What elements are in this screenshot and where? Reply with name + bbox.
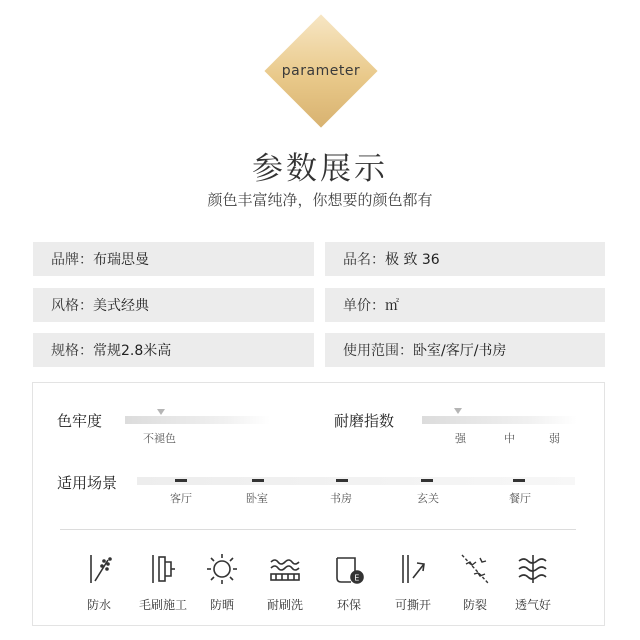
parameter-badge: [266, 16, 376, 126]
property-label: 耐刷洗: [266, 598, 303, 612]
param-value: 常规2.8米高: [93, 343, 172, 359]
sun-icon: [205, 552, 239, 586]
scenes-bar: [137, 477, 575, 485]
param-value: ㎡: [385, 298, 399, 314]
waterproof-icon: [82, 552, 116, 586]
colorfastness-label: 色牢度: [57, 412, 103, 430]
colorfastness-marker: [157, 409, 165, 415]
param-value: 布瑞思曼: [93, 252, 149, 268]
wear-label: 耐磨指数: [334, 412, 395, 430]
colorfastness-bar: [125, 416, 270, 424]
param-value: 美式经典: [93, 298, 149, 314]
property-label: 透气好: [514, 598, 551, 612]
wear-level-medium: 中: [504, 432, 515, 445]
scrub-icon: [268, 552, 302, 586]
scene-study: 书房: [330, 492, 352, 505]
param-label: 单价：: [343, 298, 385, 314]
property-label: 可撕开: [394, 598, 431, 612]
scene-tick: [513, 479, 525, 482]
page-subtitle: 颜色丰富纯净，你想要的颜色都有: [207, 191, 433, 209]
feature-divider: [60, 529, 576, 530]
param-label: 使用范围：: [343, 343, 413, 359]
param-label: 风格：: [51, 298, 93, 314]
param-unit-price: [325, 288, 605, 322]
param-label: 规格：: [51, 343, 93, 359]
scene-entrance: 玄关: [417, 492, 439, 505]
page-title: 参数展示: [252, 151, 388, 187]
scene-bedroom: 卧室: [246, 492, 268, 505]
badge-text: parameter: [281, 63, 361, 79]
colorfastness-note: 不褪色: [143, 432, 176, 445]
scene-living-room: 客厅: [170, 492, 192, 505]
svg-text:E: E: [354, 573, 360, 583]
param-spec: [33, 333, 314, 367]
param-style: [33, 288, 314, 322]
param-usage-scope: [325, 333, 605, 367]
wear-level-weak: 弱: [549, 432, 560, 445]
brush-icon: [146, 552, 180, 586]
scene-tick: [175, 479, 187, 482]
property-label: 环保: [336, 598, 361, 612]
property-label: 防水: [86, 598, 111, 612]
scene-tick: [336, 479, 348, 482]
scene-dining-room: 餐厅: [509, 492, 531, 505]
property-label: 防晒: [209, 598, 234, 612]
wear-bar: [422, 416, 577, 424]
param-label: 品牌：: [51, 252, 93, 268]
eco-roll-icon: [332, 552, 366, 586]
property-label: 防裂: [462, 598, 487, 612]
param-label: 品名：: [343, 252, 385, 268]
param-value: 卧室/客厅/书房: [413, 343, 507, 359]
wear-marker: [454, 408, 462, 414]
param-value: 极 致 36: [385, 252, 440, 268]
breathable-icon: [516, 552, 550, 586]
peel-icon: [396, 552, 430, 586]
scene-tick: [252, 479, 264, 482]
scene-tick: [421, 479, 433, 482]
wear-level-strong: 强: [455, 432, 466, 445]
scenes-label: 适用场景: [57, 474, 118, 492]
property-label: 毛刷施工: [138, 598, 187, 612]
crack-icon: [458, 552, 492, 586]
param-brand: [33, 242, 314, 276]
param-product-name: [325, 242, 605, 276]
